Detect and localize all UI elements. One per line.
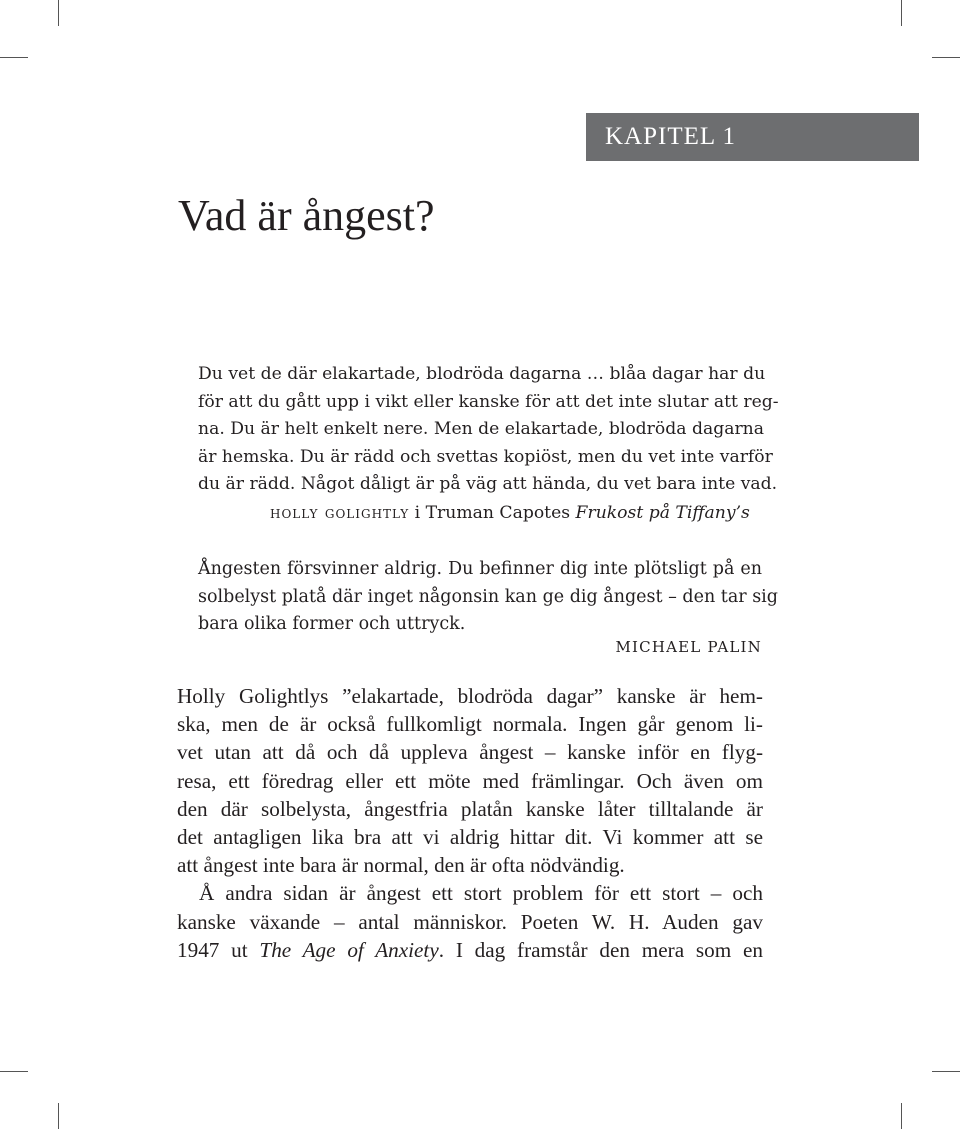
epigraph-line: bara olika former och uttryck. [198, 614, 466, 634]
epigraph-line: du är rädd. Något dåligt är på väg att hända, du vet bara inte vad. [198, 474, 778, 494]
book-title-the-age-of-anxiety: The Age of Anxiety [259, 937, 439, 962]
body-line: att ångest inte bara är normal, den är ofta nödvändig. [177, 853, 625, 878]
epigraph-attribution-1 [270, 500, 750, 527]
body-text [177, 682, 763, 964]
body-line: det antagligen lika bra att vi aldrig hittar dit. Vi kommer att se [177, 825, 763, 850]
epigraph-attribution-2: MICHAEL PALIN [615, 638, 762, 656]
crop-mark-bottom-right [901, 1103, 902, 1129]
attribution-name: holly golightly [270, 503, 410, 523]
attribution-middle: i Truman Capotes [409, 503, 576, 523]
chapter-label [586, 113, 919, 161]
page-title: Vad är ångest? [178, 191, 435, 240]
epigraph-quote-2 [198, 556, 778, 639]
crop-mark-top-right [901, 0, 902, 26]
body-line: den där solbelysta, ångestfria platån kanske låter tilltalande är [177, 796, 763, 821]
body-line: ska, men de är också fullkomligt normala. Ingen går genom li- [177, 712, 763, 737]
crop-mark-top-left [58, 0, 59, 26]
crop-mark-right-lower [932, 1071, 960, 1072]
body-line: Holly Golightlys ”elakartade, blodröda dagar” kanske är hem- [177, 684, 763, 708]
attribution-work: Frukost på Tiffany’s [575, 503, 750, 523]
crop-mark-bottom-left [58, 1103, 59, 1129]
epigraph-quote-1 [198, 361, 779, 499]
body-line: vet utan att då och då uppleva ångest – kanske inför en flyg- [177, 740, 763, 765]
body-line: Å andra sidan är ångest ett stort problem för ett stort – och [199, 881, 763, 906]
epigraph-line: är hemska. Du är rädd och svettas kopiöst, men du vet inte varför [198, 446, 773, 467]
body-text-segment: 1947 ut [177, 937, 260, 962]
body-line: resa, ett föredrag eller ett möte med främlingar. Och även om [177, 768, 763, 793]
epigraph-line: för att du gått upp i vikt eller kanske för att det inte slutar att reg- [198, 391, 779, 412]
body-line: kanske växande – antal människor. Poeten W. H. Auden gav [177, 909, 763, 934]
epigraph-line: Ångesten försvinner aldrig. Du befinner dig inte plötsligt på en [198, 559, 762, 579]
crop-mark-left-lower [0, 1071, 28, 1072]
epigraph-line: Du vet de där elakartade, blodröda dagarna … blåa dagar har du [198, 364, 766, 384]
epigraph-line: na. Du är helt enkelt nere. Men de elakartade, blodröda dagarna [198, 419, 764, 439]
epigraph-line: solbelyst platå där inget någonsin kan ge dig ångest – den tar sig [198, 586, 778, 607]
chapter-label-text: KAPITEL 1 [605, 123, 736, 150]
crop-mark-left-upper [0, 57, 28, 58]
body-text-segment: . I dag framstår den mera som en [438, 937, 763, 962]
crop-mark-right-upper [932, 57, 960, 58]
body-line-last [177, 936, 763, 964]
